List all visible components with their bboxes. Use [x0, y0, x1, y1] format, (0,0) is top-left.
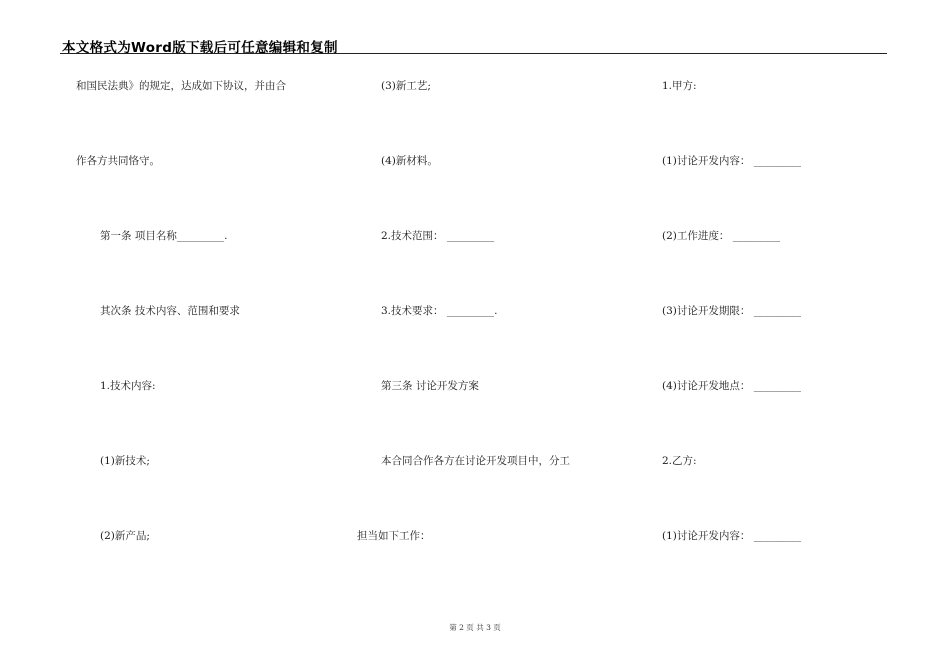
left-line-7: (2)新产品; — [100, 530, 150, 542]
left-line-5: 1.技术内容: — [100, 380, 156, 392]
right-line-4: (3)讨论开发期限： _________ — [662, 305, 801, 317]
middle-line-5: 第三条 讨论开发方案 — [381, 380, 479, 392]
right-line-5: (4)讨论开发地点： _________ — [662, 380, 801, 392]
middle-line-3: 2.技术范围： _________ — [381, 230, 495, 242]
middle-line-1: (3)新工艺; — [381, 80, 431, 92]
right-line-3: (2)工作进度： _________ — [662, 230, 780, 242]
middle-line-2: (4)新材料。 — [381, 155, 438, 167]
right-line-2: (1)讨论开发内容： _________ — [662, 155, 801, 167]
left-line-3: 第一条 项目名称_________. — [100, 230, 228, 242]
right-line-7: (1)讨论开发内容： _________ — [662, 530, 801, 542]
page-footer: 第 2 页 共 3 页 — [449, 623, 501, 632]
middle-line-6: 本合同合作各方在讨论开发项目中，分工 — [381, 455, 570, 467]
left-line-4: 其次条 技术内容、范围和要求 — [100, 305, 240, 317]
left-line-6: (1)新技术; — [100, 455, 150, 467]
left-line-1: 和国民法典》的规定，达成如下协议，并由合 — [76, 80, 286, 92]
header-title: 本文格式为Word版下载后可任意编辑和复制 — [62, 40, 338, 56]
middle-line-4: 3.技术要求： _________. — [381, 305, 498, 317]
right-line-6: 2.乙方: — [662, 455, 697, 467]
header-divider — [60, 53, 887, 54]
left-line-2: 作各方共同恪守。 — [76, 155, 160, 167]
middle-line-7: 担当如下工作： — [357, 530, 431, 542]
right-line-1: 1.甲方: — [662, 80, 697, 92]
